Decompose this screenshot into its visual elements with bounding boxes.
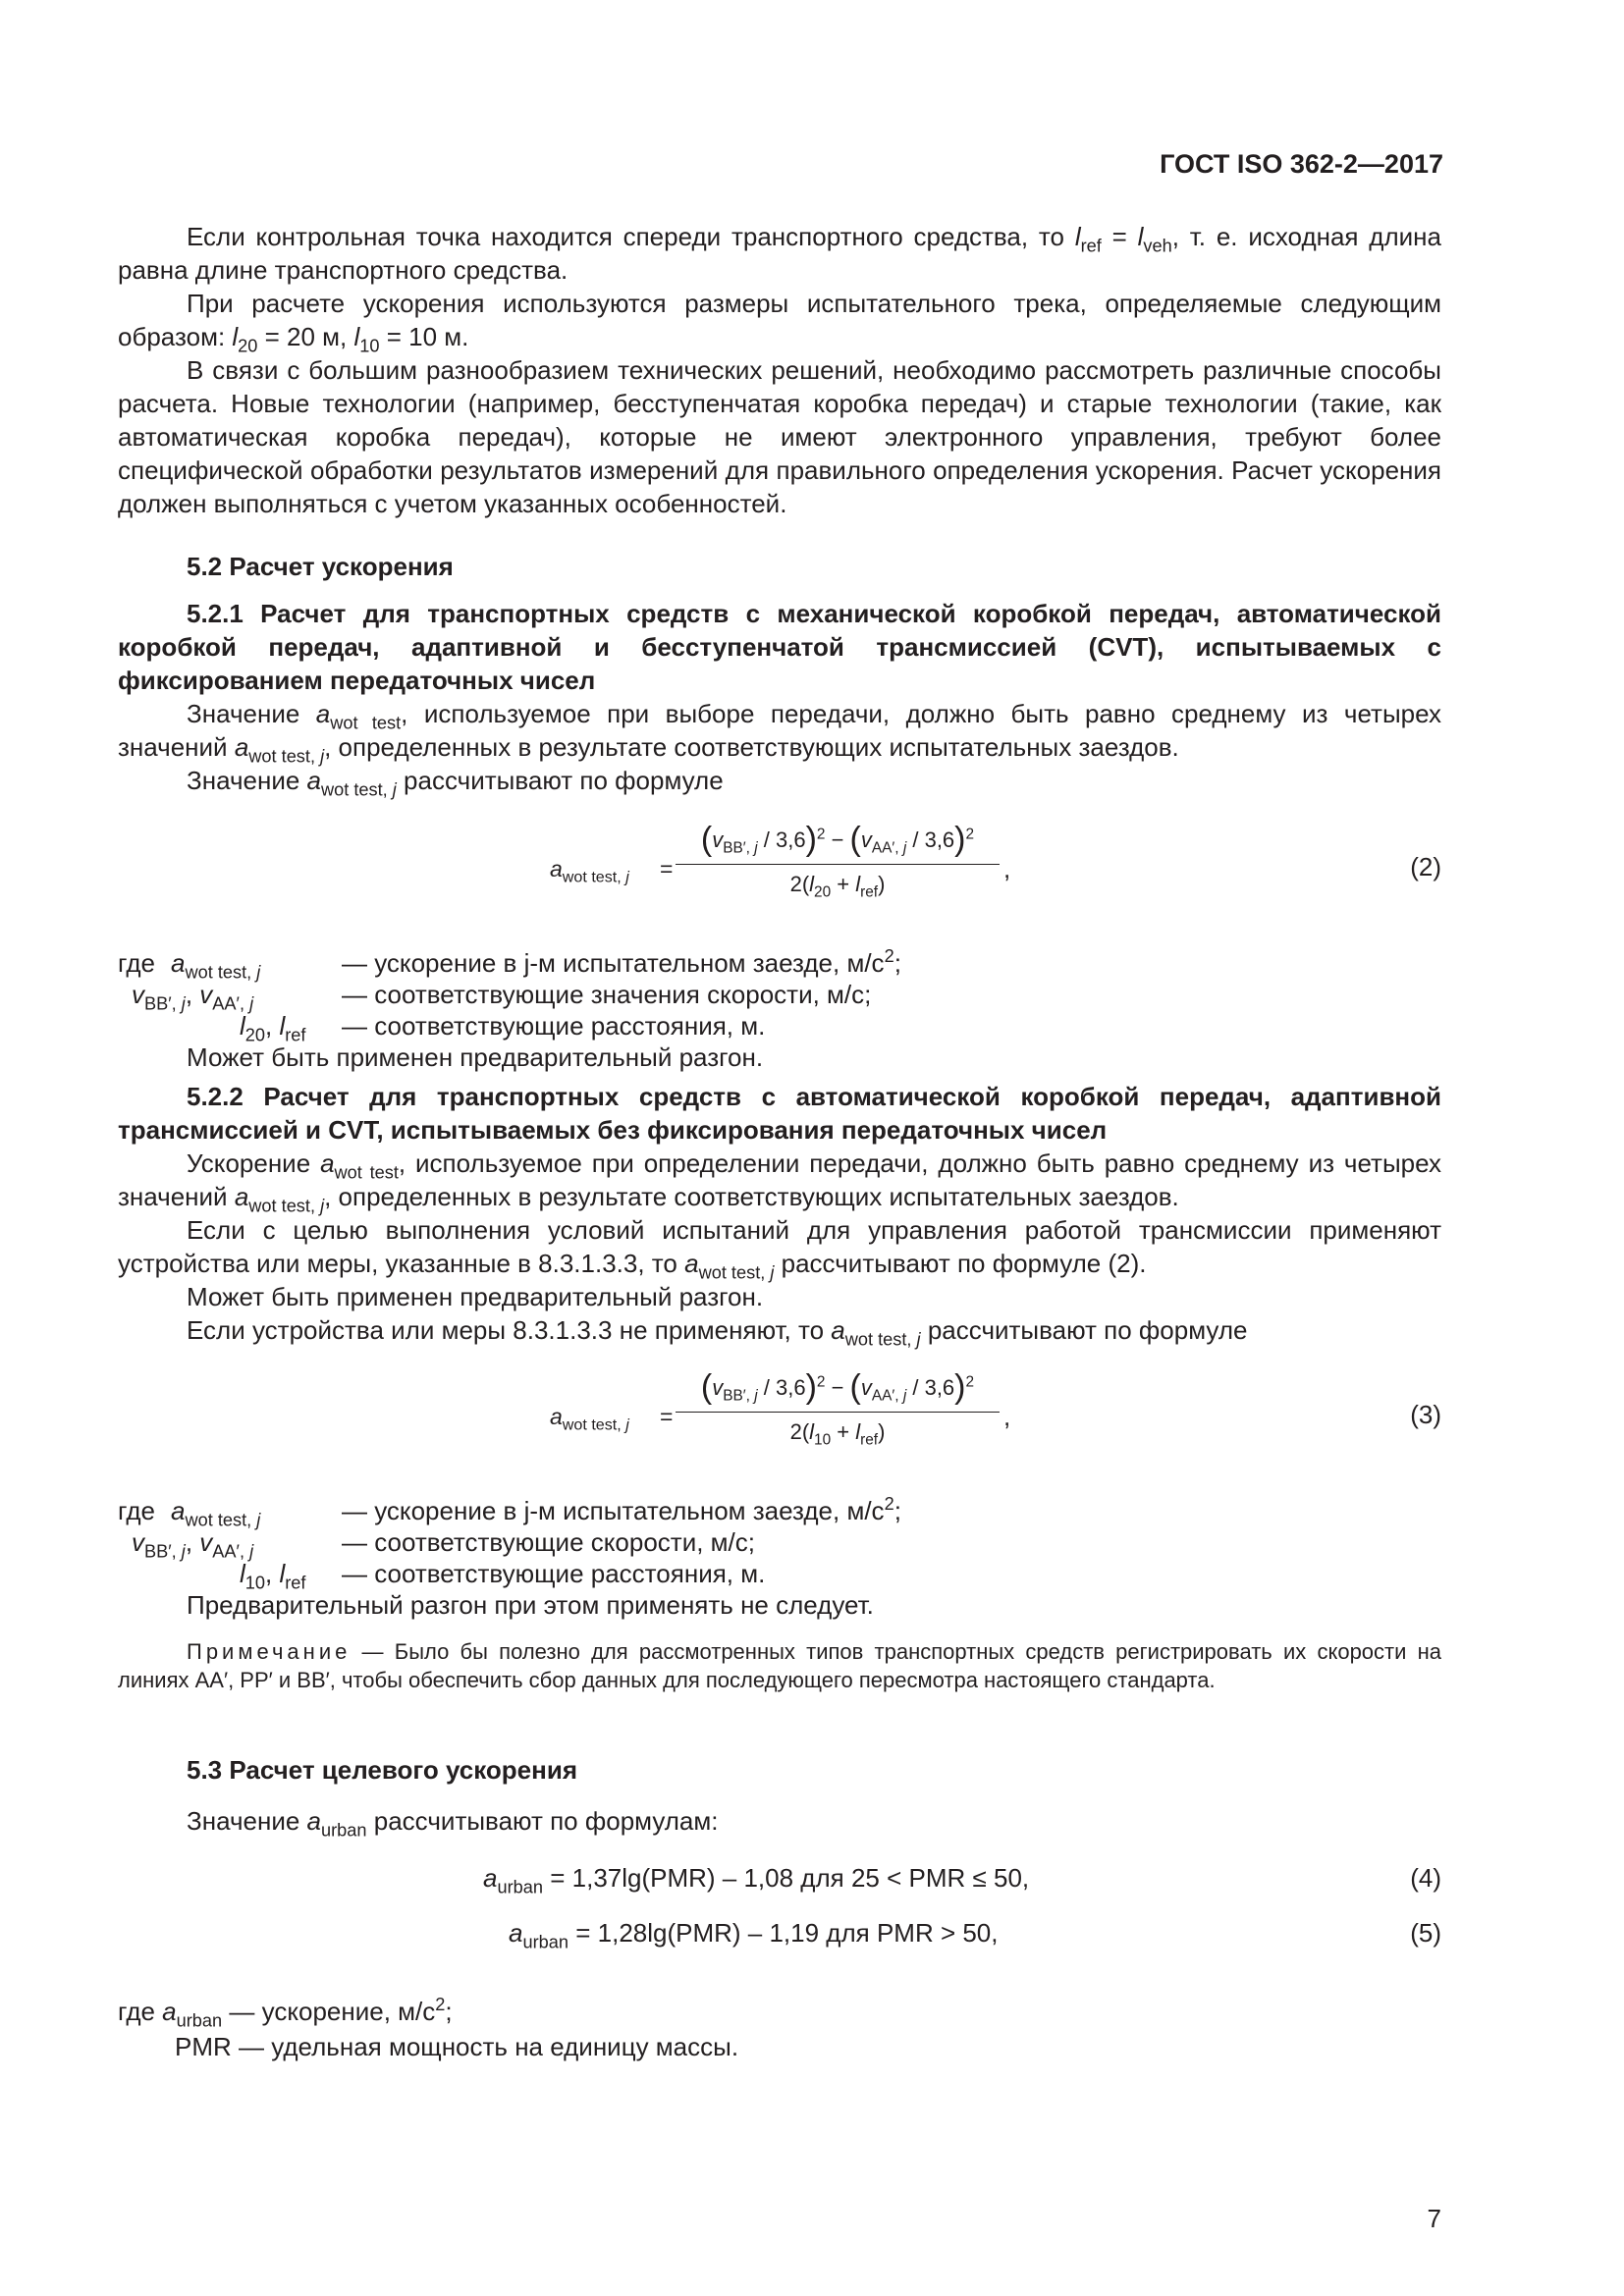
formula-5-number: (5) [1410, 1918, 1441, 1948]
section-5-2-1 [118, 597, 1442, 800]
section-5-2-2-paragraph-2: Если с целью выполнения условий испытаний для управления работой трансмиссии применяют устройства или меры, указанные в 8.3.1.3.3, то $a_{wot test, j}$ рассчитывают по формуле (2). [118, 1215, 1441, 1283]
section-5-2-1-paragraph-2: Значение $a_{wot test, j}$ рассчитывают по формуле [187, 766, 724, 800]
formula-2-number: (2) [1410, 852, 1441, 881]
formula-5: $a_{urban} = 1,28\lg(PMR) - 1,19$ для PMR > 50, [509, 1918, 999, 1952]
formula-4-5-legend-a-urban: где $a_{urban}$ — ускорение, $м/с^2$; [118, 1995, 453, 2031]
note-label: Примечание [187, 1639, 352, 1664]
section-5-2-1-paragraph-3: Может быть применен предварительный разгон. [187, 1042, 764, 1072]
section-5-2-2 [118, 1080, 1442, 1350]
formula-4-5-legend-pmr: PMR — удельная мощность на единицу массы. [175, 2032, 739, 2061]
page-number: 7 [1427, 2204, 1441, 2233]
section-5-2-2-paragraph-4: Если устройства или меры 8.3.1.3.3 не применяют, то $a_{wot test, j}$ рассчитывают по формуле [187, 1315, 1248, 1350]
section-5-2-2-paragraph-3: Может быть применен предварительный разгон. [187, 1282, 764, 1311]
section-5-2-2-paragraph-5: Предварительный разгон при этом применять не следует. [187, 1590, 874, 1620]
section-5-3-paragraph-1: Значение $a_{urban}$ рассчитывают по формулам: [187, 1806, 719, 1841]
intro-paragraph-2: При расчете ускорения используются размеры испытательного трека, определяемые следующим образом: $l_{20} = 20$ м, $l_{10} = 10$ м. [118, 289, 1441, 356]
formula-2: $a_{wot test, j}$ = $(v_{BB', j} / 3,6)^2 - (v_{AA', j} / 3,6)^2$ $2(l_{20} + l_{ref})$ , [550, 821, 1011, 901]
section-5-3-heading: 5.3 Расчет целевого ускорения [187, 1755, 577, 1785]
formula-2-legend: где $a_{wot test, j}$ — ускорение в j-м испытательном заезде, $м/с^2$; $v_{BB', j}$, $v_{AA', j}$ — соответствующие значения скорости, м/с; $l_{20}$, $l_{ref}$ — соответствующие расстояния, м. Может быть применен предварительный разгон. [118, 946, 901, 1072]
section-5-2-heading: 5.2 Расчет ускорения [187, 552, 454, 581]
section-5-2-2-paragraph-1: Ускорение $a_{wot test}$, используемое при определении передачи, должно быть равно среднему из четырех значений $a_{wot test, j}$, определенных в результате соответствующих испытательных заездов. [118, 1148, 1442, 1216]
formula-3-legend: где $a_{wot test, j}$ — ускорение в j-м испытательном заезде, $м/с^2$; $v_{BB', j}$, $v_{AA', j}$ — соответствующие скорости, м/с; $l_{10}$, $l_{ref}$ — соответствующие расстояния, м. Предварительный разгон при этом применять не следует. [118, 1494, 901, 1620]
formula-4-number: (4) [1410, 1863, 1441, 1893]
formula-4: $a_{urban} = 1,37\lg(PMR) - 1,08$ для 25 < PMR ≤ 50, [483, 1863, 1030, 1897]
section-5-2-2-heading: 5.2.2 Расчет для транспортных средств с автоматической коробкой передач, адаптивной трансмиссией и CVT, испытываемых без фиксирования передаточных чисел [118, 1082, 1441, 1145]
section-5-2-1-paragraph-1: Значение $a_{wot test}$, используемое при выборе передачи, должно быть равно среднему из четырех значений $a_{wot test, j}$, определенных в результате соответствующих испытательных заездов. [118, 699, 1442, 767]
section-5-2-1-heading: 5.2.1 Расчет для транспортных средств с механической коробкой передач, автоматической коробкой передач, адаптивной и бесступенчатой трансмиссией (CVT), испытываемых с фиксированием передаточных чисел [118, 599, 1441, 695]
intro-block [118, 220, 1441, 520]
formula-3: $a_{wot test, j}$ = $(v_{BB', j} / 3,6)^2 - (v_{AA', j} / 3,6)^2$ $2(l_{10} + l_{ref})$ , [550, 1368, 1011, 1449]
document-header: ГОСТ ISO 362-2—2017 [1160, 149, 1443, 179]
note-text: — Было бы полезно для рассмотренных типов транспортных средств регистрировать их скорости на линиях AA′, PP′ и BB′, чтобы обеспечить сбор данных для последующего пересмотра настоящего стандарта. [118, 1639, 1441, 1692]
intro-paragraph-3: В связи с большим разнообразием технических решений, необходимо рассмотреть различные способы расчета. Новые технологии (например, бесступенчатая коробка передач) и старые технологии (такие, как автоматическая коробка передач), которые не имеют электронного управления, требуют более специфической обработки результатов измерений для правильного определения ускорения. Расчет ускорения должен выполняться с учетом указанных особенностей. [118, 355, 1441, 518]
note-block [118, 1637, 1441, 1694]
formula-3-number: (3) [1410, 1400, 1441, 1429]
intro-paragraph-1: Если контрольная точка находится спереди транспортного средства, то $l_{ref} = l_{veh}$, т. е. исходная длина равна длине транспортного средства. [118, 222, 1441, 285]
